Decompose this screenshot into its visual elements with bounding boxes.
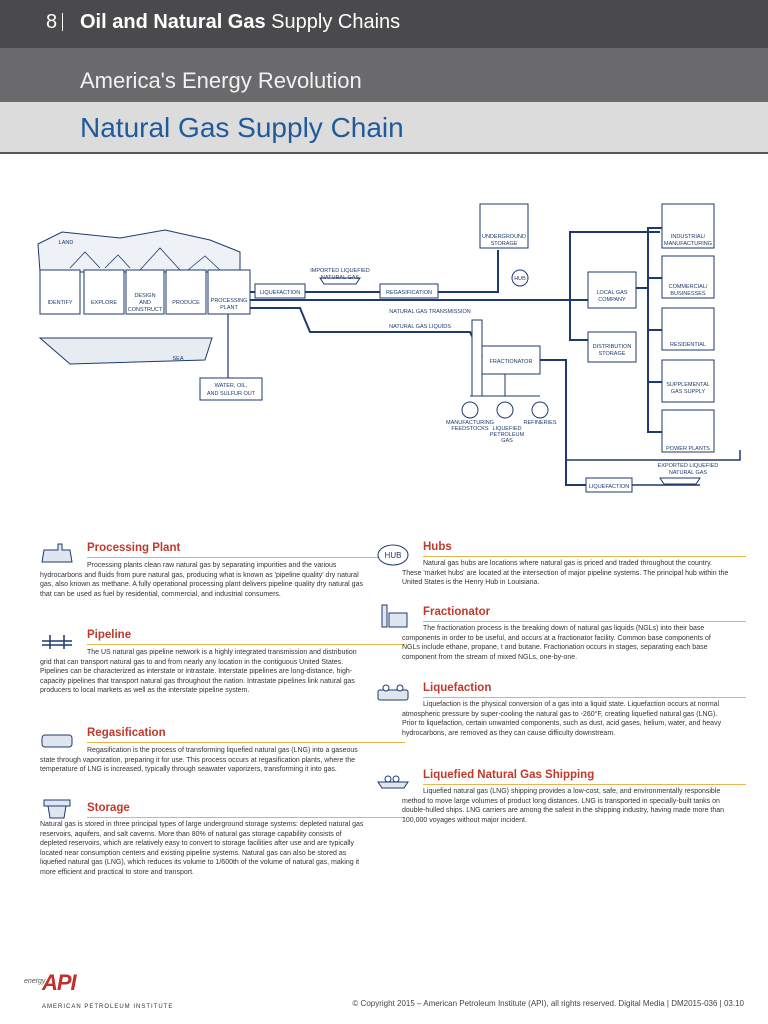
diagram-label-manufacturing-2: FEEDSTOCKS xyxy=(451,426,489,432)
diagram-label-transmission: NATURAL GAS TRANSMISSION xyxy=(389,309,471,315)
section-rule xyxy=(87,557,405,558)
storage-icon xyxy=(40,794,74,820)
diagram-label-residential: RESIDENTIAL xyxy=(669,342,707,348)
section-rule xyxy=(87,817,405,818)
diagram-label-design-2: AND xyxy=(139,300,151,306)
section-body-fractionator: The fractionation process is the breaking down of natural gas liquids (NGLs) into their base components in order to be useful, and occurs at a fractionator facility. Common base components of NGLs include ethane, propane, t and butane. Fractionation occurs in stages, separating each base component from the stream of mixed NGLs, one-by-one. xyxy=(402,625,711,661)
section-title-fractionator: Fractionator xyxy=(423,606,491,618)
diagram-label-design-1: DESIGN xyxy=(134,293,156,299)
diagram-label-exported-2: NATURAL GAS xyxy=(668,470,708,476)
diagram-label-liquefaction: LIQUEFACTION xyxy=(259,290,301,296)
diagram-label-water-1: WATER, OIL, xyxy=(214,383,248,389)
section-rule xyxy=(423,697,746,698)
diagram-label-local-1: LOCAL GAS xyxy=(596,290,628,296)
diagram-label-lpg-2: PETROLEUM xyxy=(489,432,525,438)
diagram-label-processing-2: PLANT xyxy=(220,305,238,311)
diagram-label-produce: PRODUCE xyxy=(172,300,200,306)
copyright-notice: © Copyright 2015 – American Petroleum Institute (API), all rights reserved. Digital Media | DM2015-036 | 03.10 xyxy=(352,999,744,1008)
diagram-label-industrial-2: MANUFACTURING xyxy=(664,241,712,247)
diagram-label-underground-1: UNDERGROUND xyxy=(482,234,526,240)
section-title-hubs: Hubs xyxy=(423,541,452,553)
logo-api-text: API xyxy=(42,970,76,995)
section-body-processing-plant: Processing plants clean raw natural gas by separating impurities and the various hydrocarbons and fluids from pure natural gas, producing what is known as 'pipeline quality' dry natural gas, also known as methane. A fully operational processing plant delivers pipeline quality dry natural gas that can be used as fuel by residential, commercial, and industrial consumers. xyxy=(40,562,363,598)
section-body-pipeline: The US natural gas pipeline network is a highly integrated transmission and distribution grid that can transport natural gas to and from nearly any location in the contiguous United States. Pipelines can be characterized as interstate or intrastate. Interstate pipelines are long-distance, high-capacity pipelines that transport natural gas throughout the nation. Intrastate pipelines link natural gas producers to local markets as well as the interstate pipeline system. xyxy=(40,649,357,694)
section-body-regasification: Regasification is the process of transforming liquefied natural gas (LNG) into a gaseous state through vaporization, preparing it for use. This process occurs at regasification plants, where the temperature of LNG is increased, typically through seawater vaporizers, transforming it into gas. xyxy=(40,747,358,773)
diagram-label-sea: SEA xyxy=(172,356,184,362)
section-title-storage: Storage xyxy=(87,802,130,814)
diagram-label-design-3: CONSTRUCT xyxy=(127,307,163,313)
diagram-label-lpg-1: LIQUEFIED xyxy=(492,426,522,432)
diagram-label-refineries: REFINERIES xyxy=(523,420,557,426)
section-rule xyxy=(87,742,405,743)
section-body-lng-shipping: Liquefied natural gas (LNG) shipping provides a low-cost, safe, and environmentally responsible method to move large volumes of product long distances. LNG is transported in specially-built tanks on double-hulled ships. LNG carriers are among the safest in the shipping industry, having made more than 100,000 voyages without major incident. xyxy=(402,788,725,824)
header-divider xyxy=(62,13,63,31)
subtitle-bar xyxy=(0,48,768,102)
logo-org-name: AMERICAN PETROLEUM INSTITUTE xyxy=(42,1004,174,1010)
section-rule xyxy=(423,556,746,557)
document-title xyxy=(80,11,400,34)
top-header-bar xyxy=(0,0,768,48)
diagram-label-processing-1: PROCESSING xyxy=(210,298,248,304)
section-rule xyxy=(87,644,405,645)
document-title-rest: Supply Chains xyxy=(271,11,401,33)
diagram-label-commercial-2: BUSINESSES xyxy=(670,291,706,297)
diagram-label-exported-1: EXPORTED LIQUEFIED xyxy=(657,463,719,469)
diagram-label-supplemental-1: SUPPLEMENTAL xyxy=(666,382,710,388)
section-title-bar xyxy=(0,102,768,154)
diagram-label-land: LAND xyxy=(58,240,74,246)
document-title-bold: Oil and Natural Gas xyxy=(80,11,266,33)
diagram-label-regasification: REGASIFICATION xyxy=(385,290,433,296)
diagram-label-distribution-2: STORAGE xyxy=(598,351,626,357)
page-title: Natural Gas Supply Chain xyxy=(80,112,404,143)
diagram-label-manufacturing-1: MANUFACTURING xyxy=(446,420,494,426)
section-title-processing-plant: Processing Plant xyxy=(87,542,181,554)
section-title-pipeline: Pipeline xyxy=(87,629,132,641)
diagram-label-water-2: AND SULFUR OUT xyxy=(206,391,256,397)
section-rule xyxy=(423,784,746,785)
section-title-liquefaction: Liquefaction xyxy=(423,682,492,694)
supply-chain-diagram xyxy=(0,160,768,500)
diagram-label-underground-2: STORAGE xyxy=(490,241,518,247)
diagram-label-local-2: COMPANY xyxy=(598,297,626,303)
diagram-label-ngl: NATURAL GAS LIQUIDS xyxy=(389,324,451,330)
diagram-label-liquefaction-bottom: LIQUEFACTION xyxy=(588,484,630,490)
diagram-label-imported-2: NATURAL GAS xyxy=(320,275,360,281)
diagram-label-lpg-3: GAS xyxy=(501,438,513,444)
diagram-label-supplemental-2: GAS SUPPLY xyxy=(670,389,706,395)
section-body-liquefaction: Liquefaction is the physical conversion of a gas into a liquid state. Liquefaction occurs at normal atmospheric pressure by super-cooling the natural gas to -260°F, creating liquefied natural gas (LNG). Prior to liquefaction, certain unwanted components, such as dust, acid gases, helium, water, and heavy hydrocarbons, are removed as they can cause difficulty downstream. xyxy=(402,701,722,737)
page-number: 8 xyxy=(46,11,58,33)
section-body-storage: Natural gas is stored in three principal types of large underground storage systems: depleted natural gas reservoirs, aquifers, and salt caverns. More than 80% of natural gas storage capability consists of depleted reservoirs, which are relatively easy to convert to storage facilities after use and are typically located near consumption centers and existing pipeline systems. Natural gas can also be stored as liquefied natural gas (LNG), which reduces its volume to 1/600th of the volume of natural gas, making it more efficient and practical to store and transport. xyxy=(40,821,364,876)
diagram-label-industrial-1: INDUSTRIAL/ xyxy=(670,234,706,240)
diagram-label-imported-1: IMPORTED LIQUEFIED xyxy=(310,268,370,274)
section-rule xyxy=(423,621,746,622)
series-subtitle: America's Energy Revolution xyxy=(80,68,362,93)
section-title-lng-shipping: Liquefied Natural Gas Shipping xyxy=(423,769,595,781)
diagram-label-distribution-1: DISTRIBUTION xyxy=(592,344,632,350)
hub-icon-label: HUB xyxy=(384,551,402,560)
diagram-label-identify: IDENTIFY xyxy=(47,300,73,306)
diagram-label-commercial-1: COMMERCIAL/ xyxy=(668,284,708,290)
diagram-label-explore: EXPLORE xyxy=(91,300,117,306)
section-body-hubs: Natural gas hubs are locations where natural gas is priced and traded throughout the country. These 'market hubs' are located at the intersection of major pipeline systems. The principal hub within the United States is the Henry Hub in Louisiana. xyxy=(402,560,729,586)
diagram-label-hub: HUB xyxy=(514,276,526,282)
diagram-label-power: POWER PLANTS xyxy=(666,446,710,452)
logo-energy-text: energy xyxy=(24,978,46,985)
diagram-label-fractionator: FRACTIONATOR xyxy=(489,359,533,365)
section-title-regasification: Regasification xyxy=(87,727,166,739)
